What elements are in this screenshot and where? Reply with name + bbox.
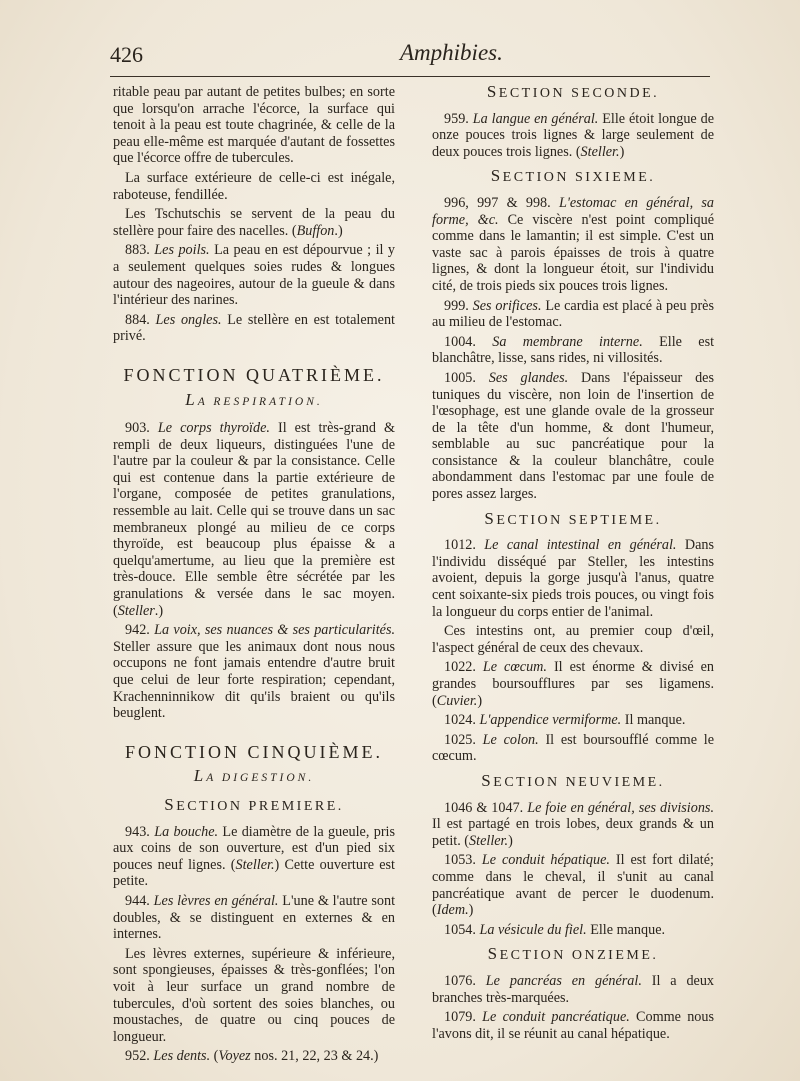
entry-heading: La langue en général.	[472, 110, 599, 127]
entry-heading: Le canal intestinal en général.	[484, 537, 677, 554]
paragraph-1054: 1054. La vésicule du fiel. Elle manque.	[444, 921, 666, 938]
paragraph-1046: 1046 & 1047. Le foie en général, ses divisions. Il est partagé en trois lobes, deux grands & un petit. (Steller.)	[432, 799, 714, 849]
entry-heading: La vésicule du fiel.	[479, 921, 587, 938]
citation: Buffon	[296, 222, 335, 239]
paragraph-1005: 1005. Ses glandes. Dans l'épaisseur des tuniques du viscère, non loin de l'insertion de l'œsophage, est une glande ovale de la grosseur de la tête d'un homme, & dont l'humeur, semblable au suc pancréatique pour la consistance & la couleur blanchâtre, coule abondamment dans l'estomac par une foule de pores assez larges.	[432, 369, 714, 503]
paragraph-1079: 1079. Le conduit pancréatique. Comme nous l'avons dit, il se réunit au canal hépatique.	[432, 1009, 715, 1042]
paragraph-1004: 1004. Sa membrane interne. Elle est blanchâtre, lisse, sans rides, ni villosités.	[432, 333, 715, 367]
citation: Steller.	[469, 832, 509, 849]
entry-heading: Ses orifices.	[472, 297, 542, 314]
paragraph-1053: 1053. Le conduit hépatique. Il est fort dilaté; comme dans le cheval, il s'unit au canal pancréatique avant de percer le duodenum. (Idem.)	[432, 852, 714, 919]
entry-heading: Le pancréas en général.	[485, 972, 642, 989]
citation: Steller.	[580, 143, 620, 160]
paragraph: Ces intestins ont, au premier coup d'œil, l'aspect général de ceux des chevaux.	[432, 623, 714, 656]
entry-heading: Les poils.	[154, 242, 210, 259]
entry-heading: Les ongles.	[155, 311, 222, 328]
running-title: Amphibies.	[400, 40, 503, 65]
paragraph-999: 999. Ses orifices. Le cardia est placé à peu près au milieu de l'estomac.	[432, 297, 714, 331]
paragraph-883: 883. Les poils. La peau en est dépourvue ; il y a seulement quelques soies rudes & longues autour des nageoires, autour de la gueule & dans l'intérieur des narines.	[113, 242, 396, 309]
entry-heading: Le foie en général, ses divisions.	[527, 799, 714, 816]
paragraph: ritable peau par autant de petites bulbes; en sorte que lorsqu'on arrache l'écorce, la surface qui tenoit à la peau est toute chagrinée, & celle de la peau elle-même est marquée d'autant de fossettes que l'écorce offre de tubercules.	[113, 84, 395, 167]
left-column	[113, 84, 395, 1068]
paragraph-1024: 1024. L'appendice vermiforme. Il manque.	[444, 712, 686, 729]
section-heading: SECTION SIXIEME.	[490, 166, 656, 186]
entry-heading: Le colon.	[482, 731, 539, 748]
function-heading: FONCTION QUATRIÈME.	[123, 364, 385, 385]
entry-heading: La voix, ses nuances & ses particularités.	[154, 622, 396, 639]
citation: Voyez	[218, 1048, 251, 1065]
section-heading: SECTION SECONDE.	[486, 82, 660, 101]
paragraph: Les lèvres externes, supérieure & inférieure, sont spongieuses, épaisses & très-gonflées; l'on voit à leur surface un grand nombre de tubercules, d'où sortent des soies blanches, ou moustaches, de quatre ou cinq pouces de longueur.	[113, 945, 395, 1045]
entry-heading: Le cœcum.	[482, 659, 547, 676]
paragraph-942: 942. La voix, ses nuances & ses particularités. Steller assure que les animaux dont nous nous occupons ne font jamais entendre d'autre bruit que celui de leur forte respiration; cependant, Krachenninnikow dit qu'ils braient ou qu'ils beuglent.	[113, 622, 396, 722]
paragraph: Les Tschutschis se servent de la peau du stellère pour faire des nacelles. (Buffon.)	[113, 206, 395, 239]
function-subheading: LA DIGESTION.	[193, 766, 315, 786]
paragraph-903: 903. Le corps thyroïde. Il est très-grand & rempli de deux liqueurs, distinguées l'une de l'autre par la couleur & par la consistance. Celle qui est contenue dans la partie extérieure de l'organe, composée de petites granulations, ressemble au lait. Celle qui se trouve dans un sac membraneux plongé au milieu de ce corps thyroïde, est beaucoup plus épaisse & a quelqu'amertume, au lieu que la première est très-douce. Elle semble être sécrétée par les granulations & versée dans le sac moyen. (Steller.)	[113, 420, 396, 619]
paragraph-996: 996, 997 & 998. L'estomac en général, sa forme, &c. Ce viscère n'est point compliqué comme dans le lamantin; il est simple. C'est un vaste sac à parois épaisses de trois à quatre lignes, & dont la longueur étoit, sur l'individu cité, de trois pieds six pouces trois lignes.	[432, 194, 714, 294]
paragraph-952: 952. Les dents. (Voyez nos. 21, 22, 23 & 24.)	[125, 1048, 379, 1065]
paragraph-1012: 1012. Le canal intestinal en général. Dans l'individu disséqué par Steller, les intestins avoient, depuis la gorge jusqu'à l'anus, quatre cent soixante-six pieds trois pouces, ou vingt fois la longueur du corps entier de l'animal.	[432, 537, 715, 620]
citation: Idem.	[436, 902, 469, 919]
paragraph-884: 884. Les ongles. Le stellère en est totalement privé.	[113, 311, 395, 345]
entry-heading: Sa membrane interne.	[492, 333, 643, 350]
paragraph-959: 959. La langue en général. Elle étoit longue de onze pouces trois lignes & large seulement de deux pouces trois lignes. (Steller.)	[432, 110, 715, 160]
page-header	[110, 40, 710, 77]
paragraph-1022: 1022. Le cœcum. Il est énorme & divisé en grandes boursoufflures par ses ligamens. (Cuvier.)	[432, 659, 715, 709]
entry-heading: Les lèvres en général.	[153, 892, 279, 909]
paragraph: La surface extérieure de celle-ci est inégale, raboteuse, fendillée.	[113, 169, 395, 203]
section-heading: SECTION SEPTIEME.	[484, 508, 662, 528]
entry-heading: Les dents.	[153, 1048, 211, 1065]
entry-heading: Le conduit hépatique.	[481, 852, 610, 869]
section-heading: SECTION PREMIERE.	[164, 794, 344, 814]
paragraph-1076: 1076. Le pancréas en général. Il a deux branches très-marquées.	[432, 972, 715, 1006]
entry-heading: Ses glandes.	[488, 369, 569, 386]
entry-heading: L'appendice vermiforme.	[479, 712, 622, 729]
citation: Steller.	[235, 856, 275, 873]
paragraph-1025: 1025. Le colon. Il est boursoufflé comme le cœcum.	[432, 731, 714, 765]
citation: Cuvier.	[436, 692, 478, 709]
section-heading: SECTION ONZIEME.	[487, 944, 659, 964]
right-column	[432, 84, 714, 1045]
entry-heading: L'estomac en général, sa forme, &c.	[432, 194, 714, 228]
page-number: 426	[110, 42, 143, 67]
paragraph-943: 943. La bouche. Le diamètre de la gueule, pris aux coins de son ouverture, est d'un pied six pouces neuf lignes. (Steller.) Cette ouverture est petite.	[113, 823, 396, 890]
function-subheading: LA RESPIRATION.	[185, 389, 323, 409]
entry-heading: Le conduit pancréatique.	[482, 1009, 630, 1026]
citation: Steller	[117, 602, 155, 619]
section-heading: SECTION NEUVIEME.	[481, 770, 665, 790]
entry-heading: Le corps thyroïde.	[157, 420, 270, 437]
function-heading: FONCTION CINQUIÈME.	[125, 741, 383, 762]
paragraph-944: 944. Les lèvres en général. L'une & l'autre sont doubles, & se distinguent en externes & en internes.	[113, 892, 396, 943]
entry-heading: La bouche.	[154, 823, 219, 840]
